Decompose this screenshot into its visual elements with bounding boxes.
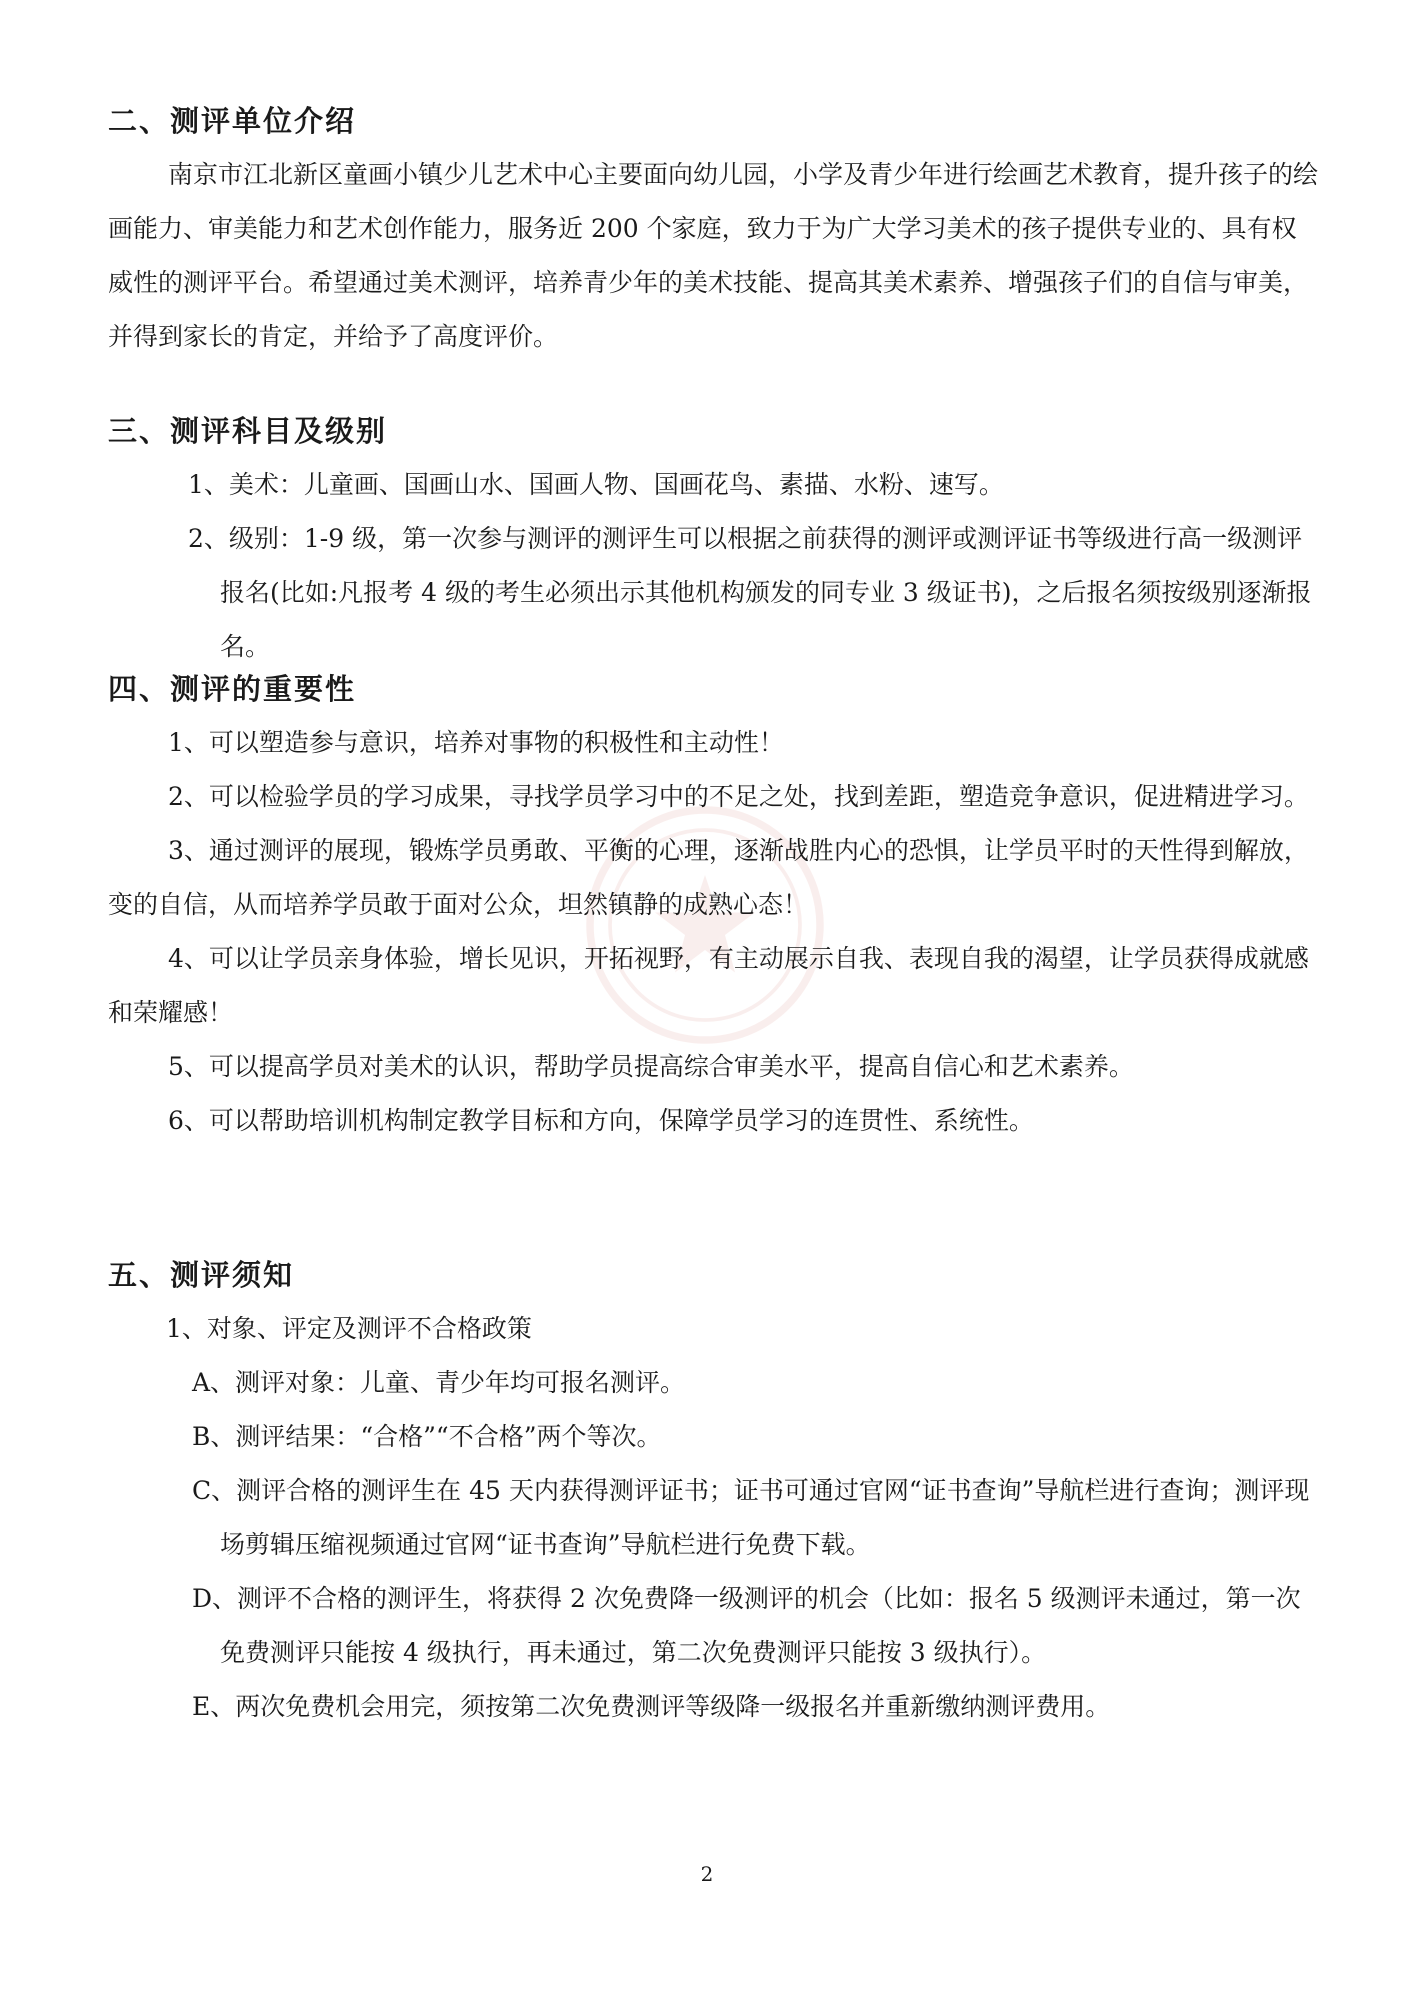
list-item: 6、可以帮助培训机构制定教学目标和方向，保障学员学习的连贯性、系统性。 — [168, 1106, 1034, 1135]
section-title: 五、测评须知 — [108, 1258, 295, 1292]
list-item: 1、可以塑造参与意识，培养对事物的积极性和主动性！ — [168, 728, 784, 757]
list-item: B、测评结果：“合格”“不合格”两个等次。 — [192, 1422, 662, 1451]
list-item: 1、美术：儿童画、国画山水、国画人物、国画花鸟、素描、水粉、速写。 — [188, 470, 1004, 499]
list-item: 3、通过测评的展现，锻炼学员勇敢、平衡的心理，逐渐战胜内心的恐惧，让学员平时的天性得到解放，变的自信，从而培养学员敢于面对公众，坦然镇静的成熟心态！ — [108, 836, 1309, 919]
section-paragraph: 南京市江北新区童画小镇少儿艺术中心主要面向幼儿园，小学及青少年进行绘画艺术教育，提升孩子的绘画能力、审美能力和艺术创作能力，服务近 200 个家庭，致力于为广大学习美术的孩子提供专业的、具有权威性的测评平台。希望通过美术测评，培养青少年的美术技能、提高其美术素养、增强孩子们的自信与审美，并得到家长的肯定，并给予了高度评价。 — [108, 160, 1319, 351]
list-item: C、测评合格的测评生在 45 天内获得测评证书；证书可通过官网“证书查询”导航栏进行查询；测评现场剪辑压缩视频通过官网“证书查询”导航栏进行免费下载。 — [192, 1476, 1310, 1559]
section-notice — [108, 1252, 1318, 1734]
list-item: 4、可以让学员亲身体验，增长见识，开拓视野，有主动展示自我、表现自我的渴望，让学员获得成就感和荣耀感！ — [108, 944, 1309, 1027]
section-title: 二、测评单位介绍 — [108, 104, 357, 138]
sub-heading: 1、对象、评定及测评不合格政策 — [166, 1314, 532, 1343]
page-number: 2 — [700, 1862, 714, 1886]
section-title: 三、测评科目及级别 — [108, 414, 388, 448]
list-item: D、测评不合格的测评生，将获得 2 次免费降一级测评的机会（比如：报名 5 级测评未通过，第一次免费测评只能按 4 级执行，再未通过，第二次免费测评只能按 3 级执行）。 — [192, 1584, 1301, 1667]
list-item: 2、可以检验学员的学习成果，寻找学员学习中的不足之处，找到差距，塑造竞争意识，促进精进学习。 — [168, 782, 1309, 811]
list-item: A、测评对象：儿童、青少年均可报名测评。 — [192, 1368, 686, 1397]
section-unit-intro — [108, 98, 1318, 364]
list-item: E、两次免费机会用完，须按第二次免费测评等级降一级报名并重新缴纳测评费用。 — [192, 1692, 1111, 1721]
section-title: 四、测评的重要性 — [108, 672, 357, 706]
section-subjects-levels — [108, 408, 1318, 674]
list-item: 2、级别：1-9 级，第一次参与测评的测评生可以根据之前获得的测评或测评证书等级进行高一级测评报名(比如:凡报考 4 级的考生必须出示其他机构颁发的同专业 3 级证书)，之后报名须按级别逐渐报名。 — [188, 524, 1312, 661]
section-importance — [108, 666, 1318, 1148]
list-item: 5、可以提高学员对美术的认识，帮助学员提高综合审美水平，提高自信心和艺术素养。 — [168, 1052, 1134, 1081]
